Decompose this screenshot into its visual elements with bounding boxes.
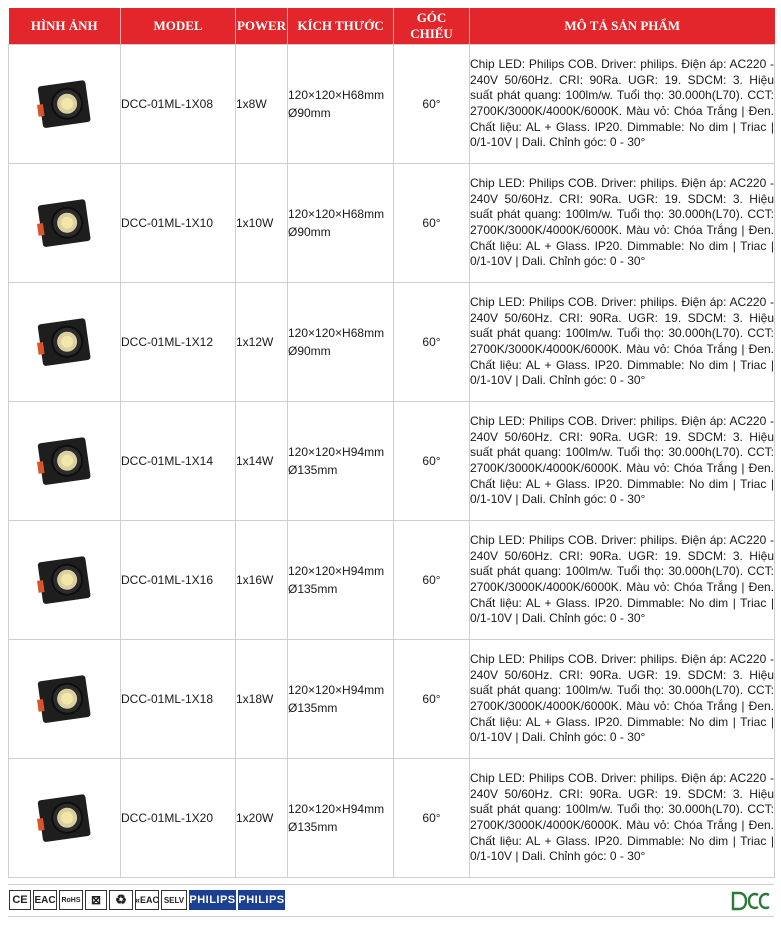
- model-cell: DCC-01ML-1X16: [121, 521, 236, 640]
- angle-cell: 60°: [394, 640, 470, 759]
- column-header-image: HÌNH ẢNH: [9, 8, 121, 45]
- power-cell: 1x20W: [236, 759, 288, 878]
- model-cell: DCC-01ML-1X10: [121, 164, 236, 283]
- product-image: [9, 164, 121, 283]
- size-cutout: Ø90mm: [288, 106, 331, 120]
- size-cell: [288, 759, 394, 878]
- size-cell: [288, 283, 394, 402]
- size-cutout: Ø90mm: [288, 344, 331, 358]
- downlight-fixture-icon: [34, 194, 96, 250]
- power-cell: 1x16W: [236, 521, 288, 640]
- description-cell: Chip LED: Philips COB. Driver: philips. Điện áp: AC220 - 240V 50/60Hz. CRI: 90Ra. UGR: 19. SDCM: 3. Hiệu suất phát quang: 100lm/w. Tuổi thọ: 30.000h(L70). CCT: 2700K/3000K/4000K/6000K. Màu vỏ: Chóa Trắng | Đen. Chất liệu: AL + Glass. IP20. Dimmable: No dim | Triac | 0/1-10V | Dali. Chỉnh góc: 0 - 30°: [470, 640, 775, 759]
- product-image: [9, 283, 121, 402]
- product-spec-table: [8, 8, 775, 878]
- recycle-icon: ♻: [109, 890, 133, 910]
- angle-cell: 60°: [394, 402, 470, 521]
- philips-logo-1: PHILIPS: [189, 890, 236, 910]
- size-dimensions: 120×120×H94mm: [288, 802, 385, 816]
- column-header-angle: GÓC CHIẾU: [394, 8, 470, 45]
- dcc-brand-logo: [729, 889, 773, 913]
- column-header-size: KÍCH THƯỚC: [288, 8, 394, 45]
- size-dimensions: 120×120×H94mm: [288, 564, 385, 578]
- eac-mark-icon: EAC: [33, 890, 57, 910]
- product-image: [9, 759, 121, 878]
- angle-cell: 60°: [394, 45, 470, 164]
- downlight-fixture-icon: [34, 789, 96, 845]
- size-dimensions: 120×120×H68mm: [288, 88, 385, 102]
- power-cell: 1x14W: [236, 402, 288, 521]
- description-cell: Chip LED: Philips COB. Driver: philips. Điện áp: AC220 - 240V 50/60Hz. CRI: 90Ra. UGR: 19. SDCM: 3. Hiệu suất phát quang: 100lm/w. Tuổi thọ: 30.000h(L70). CCT: 2700K/3000K/4000K/6000K. Màu vỏ: Chóa Trắng | Đen. Chất liệu: AL + Glass. IP20. Dimmable: No dim | Triac | 0/1-10V | Dali. Chỉnh góc: 0 - 30°: [470, 164, 775, 283]
- column-header-description: MÔ TẢ SẢN PHẨM: [470, 8, 775, 45]
- rohs-mark-icon: RoHS: [59, 890, 83, 910]
- angle-cell: 60°: [394, 164, 470, 283]
- description-cell: Chip LED: Philips COB. Driver: philips. Điện áp: AC220 - 240V 50/60Hz. CRI: 90Ra. UGR: 19. SDCM: 3. Hiệu suất phát quang: 100lm/w. Tuổi thọ: 30.000h(L70). CCT: 2700K/3000K/4000K/6000K. Màu vỏ: Chóa Trắng | Đen. Chất liệu: AL + Glass. IP20. Dimmable: No dim | Triac | 0/1-10V | Dali. Chỉnh góc: 0 - 30°: [470, 521, 775, 640]
- table-row: [9, 164, 775, 283]
- size-cutout: Ø135mm: [288, 820, 338, 834]
- size-cutout: Ø135mm: [288, 582, 338, 596]
- angle-cell: 60°: [394, 283, 470, 402]
- power-cell: 1x12W: [236, 283, 288, 402]
- power-cell: 1x10W: [236, 164, 288, 283]
- footer-divider-top: [8, 884, 774, 885]
- footer-divider-bottom: [8, 916, 774, 917]
- power-cell: 1x18W: [236, 640, 288, 759]
- size-cell: [288, 402, 394, 521]
- product-image: [9, 45, 121, 164]
- table-row: [9, 45, 775, 164]
- description-cell: Chip LED: Philips COB. Driver: philips. Điện áp: AC220 - 240V 50/60Hz. CRI: 90Ra. UGR: 19. SDCM: 3. Hiệu suất phát quang: 100lm/w. Tuổi thọ: 30.000h(L70). CCT: 2700K/3000K/4000K/6000K. Màu vỏ: Chóa Trắng | Đen. Chất liệu: AL + Glass. IP20. Dimmable: No dim | Triac | 0/1-10V | Dali. Chỉnh góc: 0 - 30°: [470, 759, 775, 878]
- downlight-fixture-icon: [34, 670, 96, 726]
- product-image: [9, 402, 121, 521]
- model-cell: DCC-01ML-1X20: [121, 759, 236, 878]
- model-cell: DCC-01ML-1X14: [121, 402, 236, 521]
- size-cell: [288, 521, 394, 640]
- ce-mark-icon: CE: [9, 890, 31, 910]
- power-cell: 1x8W: [236, 45, 288, 164]
- downlight-fixture-icon: [34, 75, 96, 131]
- size-dimensions: 120×120×H94mm: [288, 683, 385, 697]
- model-cell: DCC-01ML-1X08: [121, 45, 236, 164]
- weee-bin-icon: ⊠: [85, 890, 107, 910]
- size-cell: [288, 640, 394, 759]
- size-dimensions: 120×120×H94mm: [288, 445, 385, 459]
- size-cutout: Ø135mm: [288, 701, 338, 715]
- model-cell: DCC-01ML-1X12: [121, 283, 236, 402]
- size-dimensions: 120×120×H68mm: [288, 326, 385, 340]
- size-cutout: Ø135mm: [288, 463, 338, 477]
- table-row: [9, 283, 775, 402]
- table-row: [9, 759, 775, 878]
- column-header-model: MODEL: [121, 8, 236, 45]
- description-cell: Chip LED: Philips COB. Driver: philips. Điện áp: AC220 - 240V 50/60Hz. CRI: 90Ra. UGR: 19. SDCM: 3. Hiệu suất phát quang: 100lm/w. Tuổi thọ: 30.000h(L70). CCT: 2700K/3000K/4000K/6000K. Màu vỏ: Chóa Trắng | Đen. Chất liệu: AL + Glass. IP20. Dimmable: No dim | Triac | 0/1-10V | Dali. Chỉnh góc: 0 - 30°: [470, 283, 775, 402]
- table-row: [9, 640, 775, 759]
- model-cell: DCC-01ML-1X18: [121, 640, 236, 759]
- table-row: [9, 521, 775, 640]
- description-cell: Chip LED: Philips COB. Driver: philips. Điện áp: AC220 - 240V 50/60Hz. CRI: 90Ra. UGR: 19. SDCM: 3. Hiệu suất phát quang: 100lm/w. Tuổi thọ: 30.000h(L70). CCT: 2700K/3000K/4000K/6000K. Màu vỏ: Chóa Trắng | Đen. Chất liệu: AL + Glass. IP20. Dimmable: No dim | Triac | 0/1-10V | Dali. Chỉnh góc: 0 - 30°: [470, 45, 775, 164]
- downlight-fixture-icon: [34, 551, 96, 607]
- selv-mark-icon: SELV: [161, 890, 187, 910]
- product-image: [9, 521, 121, 640]
- downlight-fixture-icon: [34, 432, 96, 488]
- downlight-fixture-icon: [34, 313, 96, 369]
- table-row: [9, 402, 775, 521]
- size-cutout: Ø90mm: [288, 225, 331, 239]
- philips-logo-2: PHILIPS: [238, 890, 285, 910]
- angle-cell: 60°: [394, 759, 470, 878]
- size-dimensions: 120×120×H68mm: [288, 207, 385, 221]
- size-cell: [288, 164, 394, 283]
- size-cell: [288, 45, 394, 164]
- description-cell: Chip LED: Philips COB. Driver: philips. Điện áp: AC220 - 240V 50/60Hz. CRI: 90Ra. UGR: 19. SDCM: 3. Hiệu suất phát quang: 100lm/w. Tuổi thọ: 30.000h(L70). CCT: 2700K/3000K/4000K/6000K. Màu vỏ: Chóa Trắng | Đen. Chất liệu: AL + Glass. IP20. Dimmable: No dim | Triac | 0/1-10V | Dali. Chỉnh góc: 0 - 30°: [470, 402, 775, 521]
- column-header-power: POWER: [236, 8, 288, 45]
- certification-logos: [9, 890, 285, 910]
- angle-cell: 60°: [394, 521, 470, 640]
- eac-outline-icon: «EAC: [135, 890, 159, 910]
- product-image: [9, 640, 121, 759]
- table-header-row: [9, 8, 775, 45]
